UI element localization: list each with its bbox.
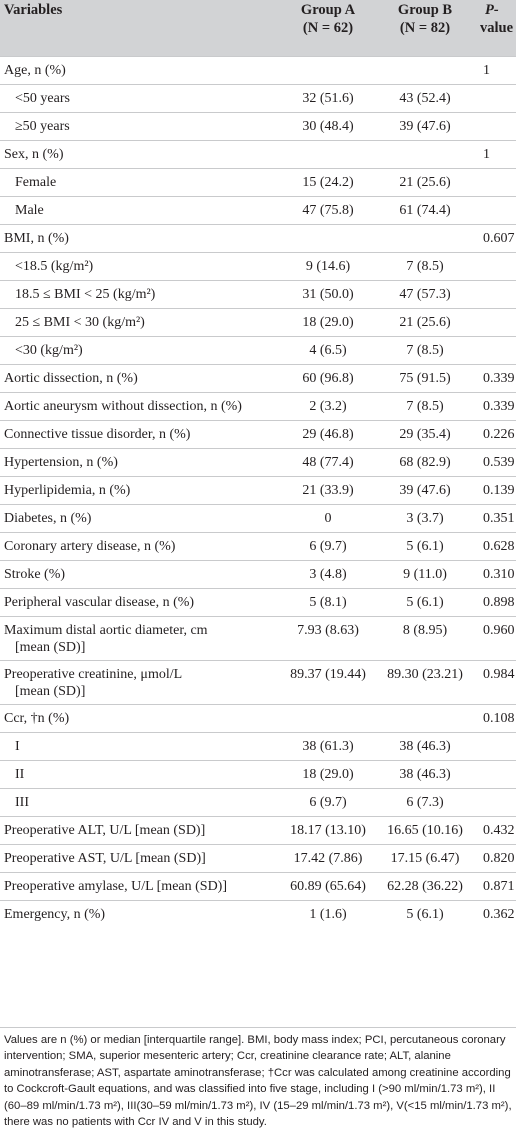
table-body (0, 56, 516, 928)
table-row (0, 224, 516, 252)
row-group-b: 62.28 (36.22) (387, 879, 463, 894)
row-group-b: 39 (47.6) (399, 483, 451, 498)
table-row (0, 140, 516, 168)
row-variable: Ccr, †n (%) (4, 711, 70, 726)
row-p-value: 0.362 (483, 907, 515, 922)
row-group-a: 2 (3.2) (309, 399, 347, 414)
row-group-a: 30 (48.4) (302, 119, 354, 134)
row-variable: <30 (kg/m²) (15, 343, 83, 358)
row-group-b: 7 (8.5) (406, 259, 444, 274)
table-row (0, 560, 516, 588)
row-variable: Male (15, 203, 44, 218)
table-row (0, 308, 516, 336)
row-group-a: 15 (24.2) (302, 175, 354, 190)
row-group-a: 17.42 (7.86) (293, 851, 363, 866)
table-row (0, 112, 516, 140)
table-row (0, 788, 516, 816)
row-group-b: 5 (6.1) (406, 595, 444, 610)
row-variable: Female (15, 175, 57, 190)
row-group-a: 18.17 (13.10) (290, 823, 366, 838)
row-variable: Emergency, n (%) (4, 907, 106, 922)
row-group-a: 6 (9.7) (309, 539, 347, 554)
row-group-b: 5 (6.1) (406, 907, 444, 922)
row-variable: <50 years (15, 91, 70, 106)
row-variable: Preoperative creatinine, μmol/L (4, 667, 183, 682)
table-row (0, 872, 516, 900)
row-variable: II (15, 767, 25, 782)
row-group-b: 8 (8.95) (402, 623, 448, 638)
row-variable-cont: [mean (SD)] (15, 684, 86, 699)
row-group-a: 60 (96.8) (302, 371, 354, 386)
table-row (0, 476, 516, 504)
row-group-b: 38 (46.3) (399, 767, 451, 782)
row-variable: Sex, n (%) (4, 147, 64, 162)
row-variable: Aortic aneurysm without dissection, n (%) (4, 399, 242, 414)
header-group-a-n: (N = 62) (302, 20, 354, 36)
row-group-a: 89.37 (19.44) (290, 667, 366, 682)
row-group-a: 29 (46.8) (302, 427, 354, 442)
table-row (0, 532, 516, 560)
table-row (0, 196, 516, 224)
row-group-b: 3 (3.7) (406, 511, 444, 526)
row-p-value: 0.628 (483, 539, 515, 554)
row-group-b: 7 (8.5) (406, 343, 444, 358)
row-group-b: 43 (52.4) (399, 91, 451, 106)
row-variable: Preoperative amylase, U/L [mean (SD)] (4, 879, 228, 894)
table-header (0, 0, 516, 56)
row-p-value: 0.820 (483, 851, 515, 866)
table-row (0, 392, 516, 420)
table-row (0, 616, 516, 660)
row-variable: 25 ≤ BMI < 30 (kg/m²) (15, 315, 145, 330)
row-group-b: 68 (82.9) (399, 455, 451, 470)
row-group-b: 61 (74.4) (399, 203, 451, 218)
row-group-a: 9 (14.6) (305, 259, 351, 274)
row-group-b: 39 (47.6) (399, 119, 451, 134)
row-variable: <18.5 (kg/m²) (15, 259, 94, 274)
row-variable: Peripheral vascular disease, n (%) (4, 595, 195, 610)
table-row (0, 504, 516, 532)
row-p-value: 0.432 (483, 823, 515, 838)
row-group-a: 0 (324, 511, 332, 526)
row-group-b: 17.15 (6.47) (390, 851, 460, 866)
header-group-b-n: (N = 82) (399, 20, 451, 36)
row-group-a: 4 (6.5) (309, 343, 347, 358)
row-variable: Preoperative AST, U/L [mean (SD)] (4, 851, 206, 866)
row-variable: III (15, 795, 29, 810)
table-row (0, 168, 516, 196)
table-row (0, 732, 516, 760)
row-p-value: 0.960 (483, 623, 515, 638)
table-row (0, 704, 516, 732)
table-row (0, 84, 516, 112)
row-group-b: 75 (91.5) (399, 371, 451, 386)
row-variable-cont: [mean (SD)] (15, 640, 86, 655)
table-row (0, 844, 516, 872)
row-p-value: 0.871 (483, 879, 515, 894)
table-row (0, 336, 516, 364)
row-p-value: 0.898 (483, 595, 515, 610)
row-variable: Hypertension, n (%) (4, 455, 118, 470)
row-group-b: 38 (46.3) (399, 739, 451, 754)
row-group-b: 21 (25.6) (399, 315, 451, 330)
header-p-value: value (480, 20, 514, 36)
row-variable: Hyperlipidemia, n (%) (4, 483, 131, 498)
row-variable: Age, n (%) (4, 63, 66, 78)
row-p-value: 0.310 (483, 567, 515, 582)
row-group-a: 32 (51.6) (302, 91, 354, 106)
table-row (0, 280, 516, 308)
row-group-a: 31 (50.0) (302, 287, 354, 302)
table-row (0, 252, 516, 280)
row-p-value: 0.108 (483, 711, 515, 726)
table-row (0, 588, 516, 616)
row-p-value: 1 (483, 63, 490, 78)
row-variable: ≥50 years (15, 119, 70, 134)
row-group-a: 60.89 (65.64) (290, 879, 366, 894)
header-group-b: Group B (397, 2, 453, 18)
row-group-a: 18 (29.0) (302, 767, 354, 782)
row-p-value: 0.984 (483, 667, 515, 682)
table-row (0, 420, 516, 448)
row-group-a: 6 (9.7) (309, 795, 347, 810)
row-group-a: 18 (29.0) (302, 315, 354, 330)
header-variables: Variables (4, 2, 63, 18)
row-p-value: 0.539 (483, 455, 515, 470)
row-p-value: 0.226 (483, 427, 515, 442)
table-row (0, 448, 516, 476)
row-group-a: 21 (33.9) (302, 483, 354, 498)
row-group-b: 5 (6.1) (406, 539, 444, 554)
row-variable: Stroke (%) (4, 567, 66, 582)
row-variable: 18.5 ≤ BMI < 25 (kg/m²) (15, 287, 156, 302)
row-p-value: 0.339 (483, 399, 515, 414)
row-group-a: 5 (8.1) (309, 595, 347, 610)
row-variable: Connective tissue disorder, n (%) (4, 427, 191, 442)
row-p-value: 0.351 (483, 511, 515, 526)
table-row (0, 56, 516, 84)
row-group-b: 47 (57.3) (399, 287, 451, 302)
table-row (0, 816, 516, 844)
row-group-b: 21 (25.6) (399, 175, 451, 190)
header-group-a: Group A (300, 2, 356, 18)
table-row (0, 900, 516, 928)
table-row (0, 660, 516, 704)
table-row (0, 760, 516, 788)
row-group-b: 9 (11.0) (403, 567, 447, 582)
row-p-value: 0.139 (483, 483, 515, 498)
row-variable: BMI, n (%) (4, 231, 69, 246)
row-group-a: 3 (4.8) (309, 567, 347, 582)
row-p-value: 0.339 (483, 371, 515, 386)
header-p: P- (485, 2, 499, 18)
row-group-a: 7.93 (8.63) (297, 623, 359, 638)
table-footnote: Values are n (%) or median [interquartile range]. BMI, body mass index; PCI, percutaneous coronary intervention; SMA, superior mesenteric artery; Ccr, creatinine clearance rate; ALT, alanine aminotransferase; AST, aspartate aminotransferase; †Ccr was calculated among creatinine according to Cockcroft-Gault equations, and was classified into five stage, including I (>90 ml/min/1.73 m²), II (60–89 ml/min/1.73 m²), III(30–59 ml/min/1.73 m²), IV (15–29 ml/min/1.73 m²), V(<15 ml/min/1.73 m²), there was no patients with Ccr IV and V in this study. (0, 1027, 516, 1130)
row-variable: Preoperative ALT, U/L [mean (SD)] (4, 823, 206, 838)
row-variable: I (15, 739, 20, 754)
row-group-b: 7 (8.5) (406, 399, 444, 414)
table-row (0, 364, 516, 392)
row-p-value: 1 (483, 147, 490, 162)
row-variable: Aortic dissection, n (%) (4, 371, 138, 386)
row-group-a: 47 (75.8) (302, 203, 354, 218)
row-group-a: 48 (77.4) (302, 455, 354, 470)
row-variable: Maximum distal aortic diameter, cm (4, 623, 208, 638)
row-group-a: 1 (1.6) (309, 907, 347, 922)
row-group-b: 16.65 (10.16) (387, 823, 463, 838)
row-group-a: 38 (61.3) (302, 739, 354, 754)
row-variable: Coronary artery disease, n (%) (4, 539, 176, 554)
row-p-value: 0.607 (483, 231, 515, 246)
row-variable: Diabetes, n (%) (4, 511, 92, 526)
row-group-b: 6 (7.3) (406, 795, 444, 810)
row-group-b: 89.30 (23.21) (387, 667, 463, 682)
row-group-b: 29 (35.4) (399, 427, 451, 442)
